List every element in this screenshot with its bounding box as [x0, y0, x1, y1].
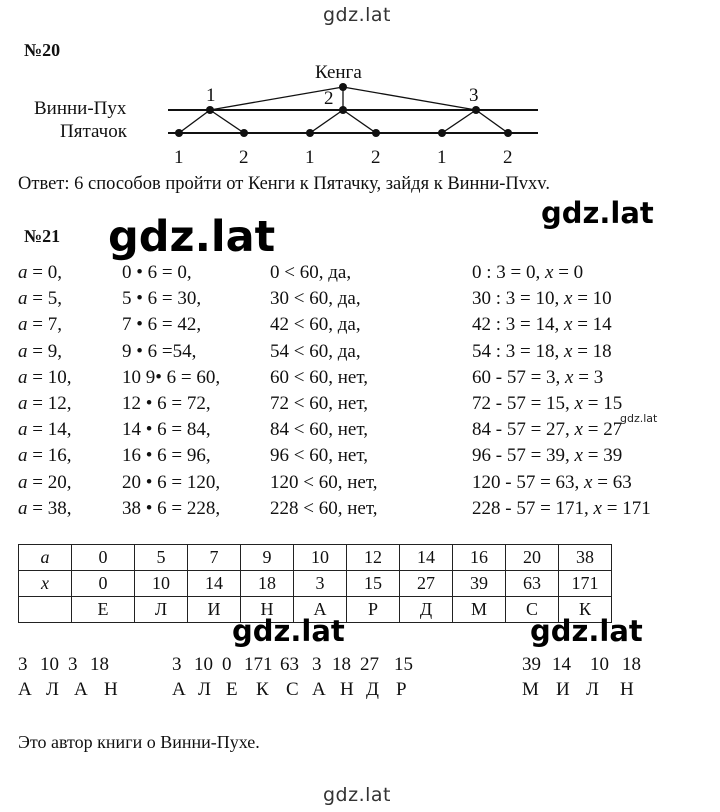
eq-cmp: 60 < 60, нет, — [270, 366, 368, 388]
bottom-node-label-5: 1 — [437, 147, 447, 168]
eq-mul: 0 • 6 = 0, — [122, 262, 192, 283]
table-row-a — [19, 545, 612, 571]
decode-word2-letters-item: Р — [396, 679, 407, 700]
eq-cmp: 30 < 60, да, — [270, 288, 361, 310]
decode-word2-numbers-item: 171 — [244, 654, 273, 675]
decode-word2-numbers-item: 15 — [394, 654, 413, 675]
mid-node-label-1: 1 — [206, 85, 216, 106]
eq-mul: 16 • 6 = 96, — [122, 445, 211, 467]
eq-a: a = 7, — [18, 314, 62, 336]
eq-res: 30 : 3 = 10, x = 10 — [472, 288, 612, 310]
decode-word3-letters-item: Н — [620, 679, 634, 700]
decode-word3-numbers-item: 18 — [622, 654, 641, 675]
decode-word3-letters-item: М — [522, 679, 539, 700]
task20-answer: Ответ: 6 способов пройти от Кенги к Пятачку, зайдя к Винни-Пvхv. — [18, 174, 550, 194]
decode-word2-letters-item: Н — [340, 679, 354, 700]
eq-a: a = 38, — [18, 497, 72, 519]
table-cell: 0 — [72, 571, 135, 597]
decode-word1-letters-item: А — [18, 679, 32, 700]
eq-mul: 12 • 6 = 72, — [122, 393, 211, 414]
eq-res: 96 - 57 = 39, x = 39 — [472, 445, 623, 467]
table-cell: 14 — [400, 545, 453, 571]
table-row-x — [19, 571, 612, 597]
table-cell: 20 — [506, 545, 559, 571]
node-bottom-6 — [504, 129, 512, 137]
eq-a: a = 9, — [18, 340, 62, 362]
decode-word2-letters-item: К — [256, 679, 269, 700]
table-header-a: a — [19, 545, 72, 571]
answer-table — [18, 544, 612, 623]
decode-word1-letters-item: Л — [46, 679, 59, 700]
decode-word2-numbers-item: 27 — [360, 654, 379, 675]
eq-cmp: 84 < 60, нет, — [270, 419, 368, 441]
eq-res: 228 - 57 = 171, x = 171 — [472, 497, 651, 519]
decode-word1-numbers-item: 3 — [18, 654, 28, 675]
watermark-big-2: gdz.lat — [108, 212, 276, 262]
decode-word3-numbers-item: 39 — [522, 654, 541, 675]
eq-cmp: 228 < 60, нет, — [270, 497, 378, 519]
eq-cmp: 96 < 60, нет, — [270, 445, 368, 467]
decode-word1-letters-item: Н — [104, 679, 118, 700]
eq-res: 42 : 3 = 14, x = 14 — [472, 314, 612, 336]
eq-cmp: 120 < 60, нет, — [270, 471, 378, 493]
decode-word2-letters-item: Д — [366, 679, 379, 700]
bottom-node-label-6: 2 — [503, 147, 513, 168]
eq-a: a = 20, — [18, 471, 72, 493]
bottom-node-label-3: 1 — [305, 147, 315, 168]
mid-node-label-3: 3 — [469, 85, 479, 106]
eq-a: a = 5, — [18, 288, 62, 310]
decode-word2-letters-item: Л — [198, 679, 211, 700]
decode-word1-numbers-item: 18 — [90, 654, 109, 675]
decode-word3-numbers-item: 14 — [552, 654, 571, 675]
conclusion: Это автор книги о Винни-Пухе. — [18, 732, 260, 752]
decode-word2-numbers-item: 3 — [172, 654, 182, 675]
table-cell: Л — [135, 597, 188, 623]
table-cell: Р — [347, 597, 400, 623]
task21-number: №21 — [24, 226, 61, 246]
decode-word2-numbers-item: 10 — [194, 654, 213, 675]
decode-word3-numbers-item: 10 — [590, 654, 609, 675]
table-cell: 3 — [294, 571, 347, 597]
label-kanga: Кенга — [315, 62, 362, 83]
eq-res: 120 - 57 = 63, x = 63 — [472, 471, 632, 493]
table-cell: 27 — [400, 571, 453, 597]
table-cell: И — [188, 597, 241, 623]
label-piglet: Пятачок — [60, 121, 127, 142]
node-bottom-5 — [438, 129, 446, 137]
node-bottom-3 — [306, 129, 314, 137]
table-cell: 9 — [241, 545, 294, 571]
table-cell: 10 — [135, 571, 188, 597]
eq-res: 0 : 3 = 0, x = 0 — [472, 262, 584, 283]
mid-node-label-2: 2 — [324, 88, 334, 109]
table-cell: А — [294, 597, 347, 623]
table-header-empty — [19, 597, 72, 623]
eq-mul: 10 9• 6 = 60, — [122, 366, 221, 388]
eq-a: a = 12, — [18, 393, 72, 414]
node-bottom-2 — [240, 129, 248, 137]
eq-res: 84 - 57 = 27, x = 27 — [472, 419, 623, 441]
eq-a: a = 14, — [18, 419, 72, 441]
eq-mul: 38 • 6 = 228, — [122, 497, 221, 519]
table-cell: 171 — [559, 571, 612, 597]
watermark-top: gdz.lat — [323, 4, 392, 26]
table-cell: Н — [241, 597, 294, 623]
node-kanga — [339, 83, 347, 91]
table-cell: 39 — [453, 571, 506, 597]
table-cell: 14 — [188, 571, 241, 597]
table-cell: 18 — [241, 571, 294, 597]
decode-word2-numbers-item: 3 — [312, 654, 322, 675]
eq-res: 60 - 57 = 3, x = 3 — [472, 366, 604, 388]
node-mid-1 — [206, 106, 214, 114]
decode-word2-letters-item: С — [286, 679, 299, 700]
watermark-bottom: gdz.lat — [323, 784, 392, 806]
eq-mul: 20 • 6 = 120, — [122, 471, 221, 493]
watermark-big-1: gdz.lat — [541, 196, 654, 230]
eq-res: 54 : 3 = 18, x = 18 — [472, 340, 612, 362]
decode-word2-numbers-item: 18 — [332, 654, 351, 675]
eq-mul: 9 • 6 =54, — [122, 340, 197, 362]
table-cell: 63 — [506, 571, 559, 597]
decode-word1-letters-item: А — [74, 679, 88, 700]
table-cell: 5 — [135, 545, 188, 571]
table-cell: 7 — [188, 545, 241, 571]
node-bottom-4 — [372, 129, 380, 137]
decode-word3-letters-item: Л — [586, 679, 599, 700]
node-mid-2 — [339, 106, 347, 114]
bottom-node-label-4: 2 — [371, 147, 381, 168]
table-header-x: x — [19, 571, 72, 597]
edge-k-3 — [343, 87, 476, 110]
decode-word2-numbers-item: 0 — [222, 654, 232, 675]
table-cell: М — [453, 597, 506, 623]
table-cell: 0 — [72, 545, 135, 571]
watermark-big-3: gdz.lat — [232, 614, 345, 648]
decode-word1-numbers-item: 3 — [68, 654, 78, 675]
eq-mul: 7 • 6 = 42, — [122, 314, 202, 336]
watermark-big-4: gdz.lat — [530, 614, 643, 648]
node-bottom-1 — [175, 129, 183, 137]
table-cell: 38 — [559, 545, 612, 571]
eq-cmp: 72 < 60, нет, — [270, 393, 368, 414]
table-cell: Е — [72, 597, 135, 623]
label-vinni: Винни-Пух — [34, 98, 127, 119]
watermark-tiny: gdz.lat — [620, 412, 658, 425]
table-cell: К — [559, 597, 612, 623]
decode-word1-numbers-item: 10 — [40, 654, 59, 675]
decode-word2-letters-item: А — [312, 679, 326, 700]
node-mid-3 — [472, 106, 480, 114]
table-cell: 15 — [347, 571, 400, 597]
table-cell: Д — [400, 597, 453, 623]
eq-res: 72 - 57 = 15, x = 15 — [472, 393, 623, 414]
table-cell: 10 — [294, 545, 347, 571]
decode-word2-numbers-item: 63 — [280, 654, 299, 675]
table-cell: 16 — [453, 545, 506, 571]
eq-cmp: 42 < 60, да, — [270, 314, 361, 336]
eq-a: a = 0, — [18, 262, 62, 283]
eq-mul: 5 • 6 = 30, — [122, 288, 202, 310]
eq-a: a = 10, — [18, 366, 72, 388]
eq-mul: 14 • 6 = 84, — [122, 419, 211, 441]
task20-number: №20 — [24, 40, 61, 60]
decode-word2-letters-item: А — [172, 679, 186, 700]
eq-cmp: 0 < 60, да, — [270, 262, 352, 283]
bottom-node-label-2: 2 — [239, 147, 249, 168]
table-cell: 12 — [347, 545, 400, 571]
eq-cmp: 54 < 60, да, — [270, 340, 361, 362]
decode-word2-letters-item: Е — [226, 679, 238, 700]
bottom-node-label-1: 1 — [174, 147, 184, 168]
decode-word3-letters-item: И — [556, 679, 570, 700]
table-cell: С — [506, 597, 559, 623]
eq-a: a = 16, — [18, 445, 72, 467]
